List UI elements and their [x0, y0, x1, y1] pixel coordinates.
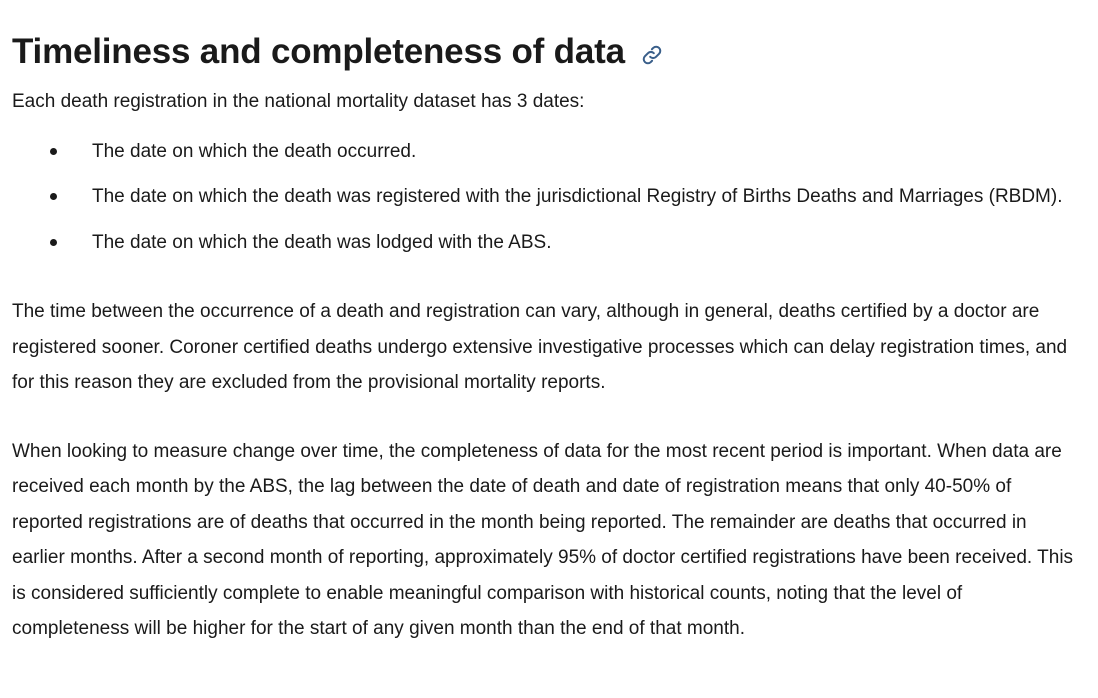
- bullet-icon: [50, 193, 57, 200]
- dates-list: [12, 134, 1092, 261]
- intro-paragraph: Each death registration in the national mortality dataset has 3 dates:: [12, 91, 585, 112]
- registration-time-paragraph: The time between the occurrence of a death and registration can vary, although in general, deaths certified by a doctor are registered sooner. Coroner certified deaths undergo extensive investigative processes which can delay registration times, and for this reason they are excluded from the provisional mortality reports.: [12, 301, 1068, 393]
- bullet-icon: [50, 239, 57, 246]
- list-item-text: The date on which the death was lodged with the ABS.: [92, 231, 552, 253]
- completeness-paragraph: When looking to measure change over time, the completeness of data for the most recent period is important. When data are received each month by the ABS, the lag between the date of death and date of registration means that only 40-50% of reported registrations are of deaths that occurred in the month being reported. The remainder are deaths that occurred in earlier months. After a second month of reporting, approximately 95% of doctor certified registrations have been received. This is considered sufficiently complete to enable meaningful comparison with historical counts, noting that the level of completeness will be higher for the start of any given month than the end of that month.: [12, 440, 1074, 639]
- link-icon[interactable]: [641, 44, 663, 66]
- list-item-text: The date on which the death occurred.: [92, 140, 417, 162]
- section-heading: Timeliness and completeness of data: [12, 32, 625, 71]
- bullet-icon: [50, 148, 57, 155]
- document-section: [12, 28, 1092, 647]
- list-item: [12, 179, 1092, 215]
- heading-row: [12, 28, 1092, 76]
- list-item: [12, 134, 1092, 170]
- list-item-text: The date on which the death was registered with the jurisdictional Registry of Births Deaths and Marriages (RBDM).: [92, 186, 1063, 207]
- list-item: [12, 225, 1092, 261]
